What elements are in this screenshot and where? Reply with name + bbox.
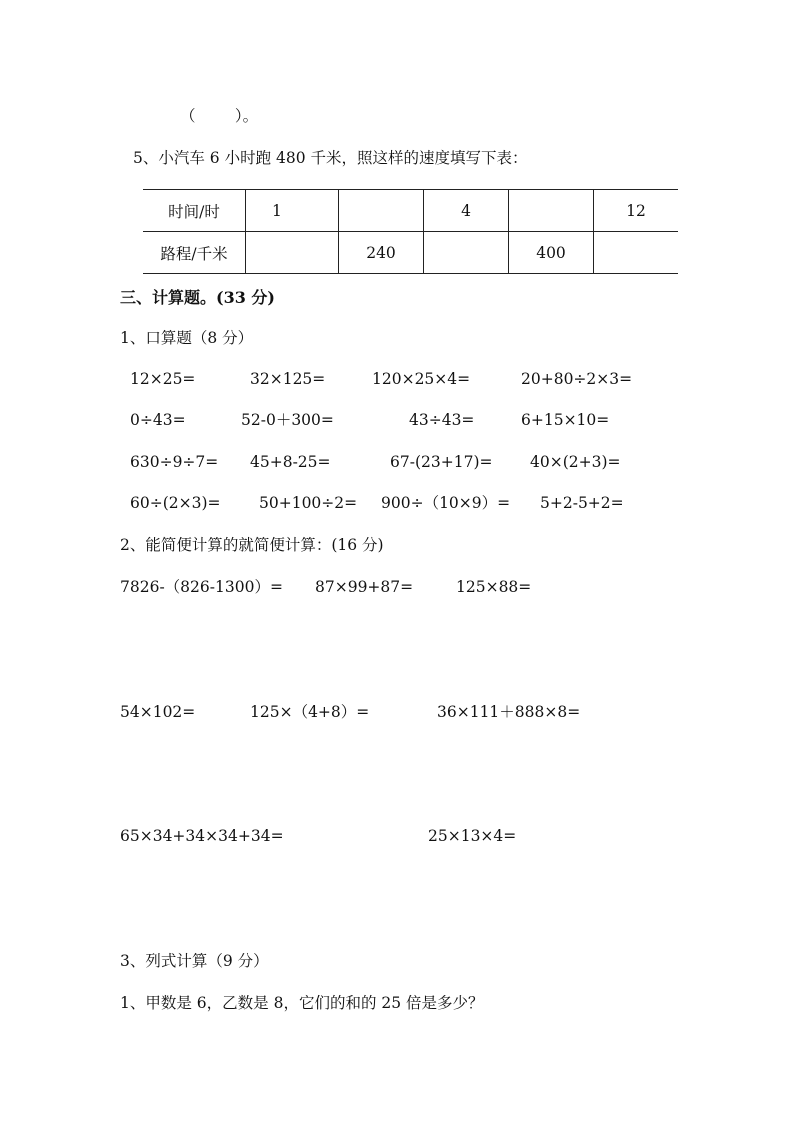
simplify-problem: 36×111＋888×8= (437, 703, 581, 721)
table-cell[interactable] (339, 190, 424, 232)
oral-problem: 67-(23+17)= (390, 453, 493, 471)
table-cell[interactable]: 1 (246, 190, 339, 232)
oral-problem: 6+15×10= (521, 411, 610, 429)
table-row (143, 232, 678, 274)
oral-problem: 32×125= (250, 370, 326, 388)
oral-problem: 40×(2+3)= (530, 453, 621, 471)
table-row (143, 190, 678, 232)
oral-problem: 60÷(2×3)= (130, 494, 221, 512)
oral-problem: 52-0＋300= (241, 411, 334, 429)
section-3-title: 三、计算题。(33 分) (120, 288, 275, 307)
table-cell[interactable]: 400 (509, 232, 594, 274)
question-5: 5、小汽车 6 小时跑 480 千米，照这样的速度填写下表： (133, 149, 528, 167)
part-1-title: 1、口算题（8 分） (120, 329, 254, 347)
simplify-problem: 7826-（826-1300）= (120, 578, 283, 596)
simplify-problem: 87×99+87= (315, 578, 414, 596)
speed-table (143, 189, 678, 274)
oral-problem: 12×25= (130, 370, 196, 388)
simplify-problem: 25×13×4= (428, 827, 517, 845)
simplify-problem: 125×88= (456, 578, 532, 596)
part-3-title: 3、列式计算（9 分） (120, 952, 269, 970)
simplify-problem: 54×102= (120, 703, 196, 721)
oral-problem: 20+80÷2×3= (521, 370, 633, 388)
oral-problem: 50+100÷2= (259, 494, 358, 512)
oral-problem: 5+2-5+2= (540, 494, 624, 512)
table-cell[interactable]: 12 (594, 190, 679, 232)
table-cell[interactable]: 4 (424, 190, 509, 232)
oral-problem: 43÷43= (409, 411, 475, 429)
part-2-title: 2、能简便计算的就简便计算：(16 分) (120, 536, 384, 554)
oral-problem: 900÷（10×9）= (381, 494, 511, 512)
simplify-problem: 125×（4+8）= (250, 703, 370, 721)
word-problem-1: 1、甲数是 6，乙数是 8，它们的和的 25 倍是多少？ (120, 994, 484, 1012)
oral-problem: 0÷43= (130, 411, 186, 429)
answer-blank: （ ）。 (180, 107, 259, 125)
oral-problem: 45+8-25= (250, 453, 331, 471)
simplify-problem: 65×34+34×34+34= (120, 827, 284, 845)
row-label-time: 时间/时 (143, 190, 246, 232)
table-cell[interactable] (424, 232, 509, 274)
table-cell[interactable] (509, 190, 594, 232)
table-cell[interactable]: 240 (339, 232, 424, 274)
oral-problem: 630÷9÷7= (130, 453, 219, 471)
row-label-distance: 路程/千米 (143, 232, 246, 274)
table-cell[interactable] (594, 232, 679, 274)
table-cell[interactable] (246, 232, 339, 274)
oral-problem: 120×25×4= (372, 370, 471, 388)
